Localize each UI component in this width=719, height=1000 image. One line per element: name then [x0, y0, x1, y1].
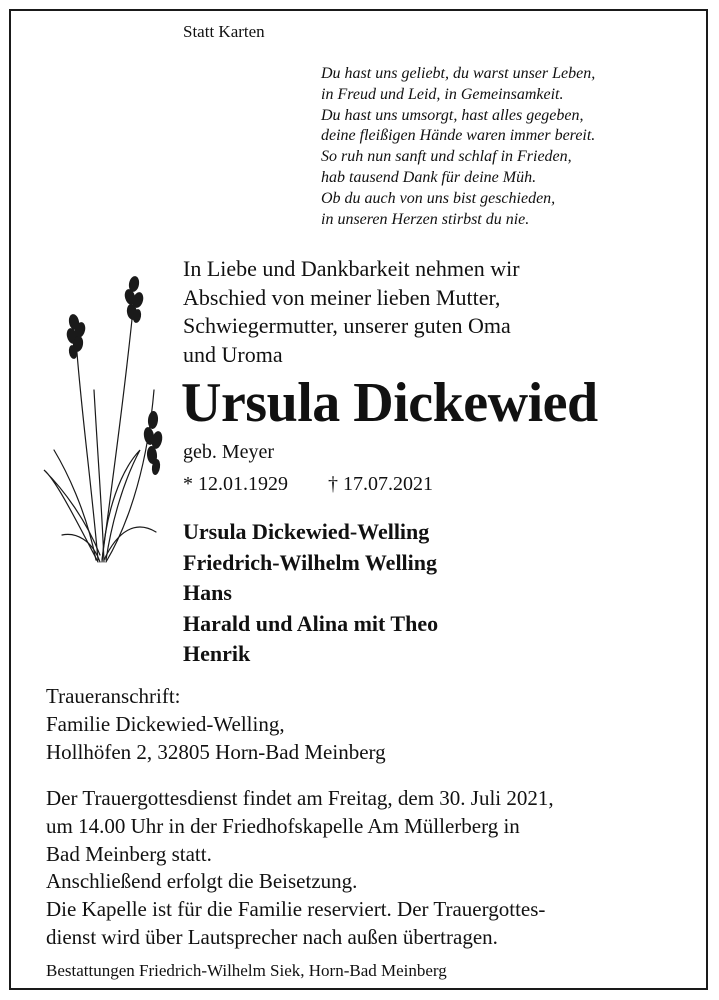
birth-date: * 12.01.1929: [183, 473, 288, 495]
family-member: Henrik: [183, 641, 251, 666]
poem-line: in Freud und Leid, in Gemeinsamkeit.: [321, 85, 564, 103]
funeral-home-footer: Bestattungen Friedrich-Wilhelm Siek, Horn-Bad Meinberg: [46, 961, 447, 980]
service-line: dienst wird über Lautsprecher nach außen übertragen.: [46, 924, 498, 949]
service-line: Bad Meinberg statt.: [46, 841, 212, 866]
intro-line: und Uroma: [183, 341, 283, 367]
address-line: Traueranschrift:: [46, 684, 181, 708]
service-line: Der Trauergottesdienst findet am Freitag, dem 30. Juli 2021,: [46, 786, 554, 810]
address-line: Familie Dickewied-Welling,: [46, 712, 285, 736]
service-line: Anschließend erfolgt die Beisetzung.: [46, 869, 358, 894]
birth-name: geb. Meyer: [183, 441, 275, 463]
service-line: Die Kapelle ist für die Familie reserviert. Der Trauergottes-: [46, 897, 546, 922]
poem: [321, 64, 595, 230]
intro-line: Abschied von meiner lieben Mutter,: [183, 284, 501, 310]
life-dates: [183, 473, 433, 496]
intro-text: [183, 255, 520, 369]
service-line: um 14.00 Uhr in der Friedhofskapelle Am Müllerberg in: [46, 813, 520, 838]
intro-line: In Liebe und Dankbarkeit nehmen wir: [183, 256, 520, 281]
service-info: [46, 785, 554, 952]
poem-line: Du hast uns geliebt, du warst unser Leben,: [321, 65, 596, 82]
poem-line: Du hast uns umsorgt, hast alles gegeben,: [321, 106, 584, 124]
intro-line: Schwiegermutter, unserer guten Oma: [183, 313, 511, 338]
wheat-icon: [36, 270, 174, 570]
family-member: Harald und Alina mit Theo: [183, 610, 439, 636]
family-list: [183, 517, 438, 670]
death-date: † 17.07.2021: [328, 473, 433, 495]
family-member: Hans: [183, 580, 232, 605]
poem-line: hab tausend Dank für deine Müh.: [321, 168, 537, 186]
family-member: Ursula Dickewied-Welling: [183, 519, 430, 544]
family-member: Friedrich-Wilhelm Welling: [183, 549, 438, 575]
poem-line: deine fleißigen Hände waren immer bereit.: [321, 127, 596, 145]
address-line: Hollhöfen 2, 32805 Horn-Bad Meinberg: [46, 740, 386, 764]
poem-line: in unseren Herzen stirbst du nie.: [321, 210, 530, 228]
poem-line: Ob du auch von uns bist geschieden,: [321, 189, 556, 207]
poem-line: So ruh nun sanft und schlaf in Frieden,: [321, 148, 572, 166]
mourning-address: [46, 682, 386, 766]
header-text: Statt Karten: [183, 22, 265, 41]
deceased-name: Ursula Dickewied: [181, 372, 598, 434]
